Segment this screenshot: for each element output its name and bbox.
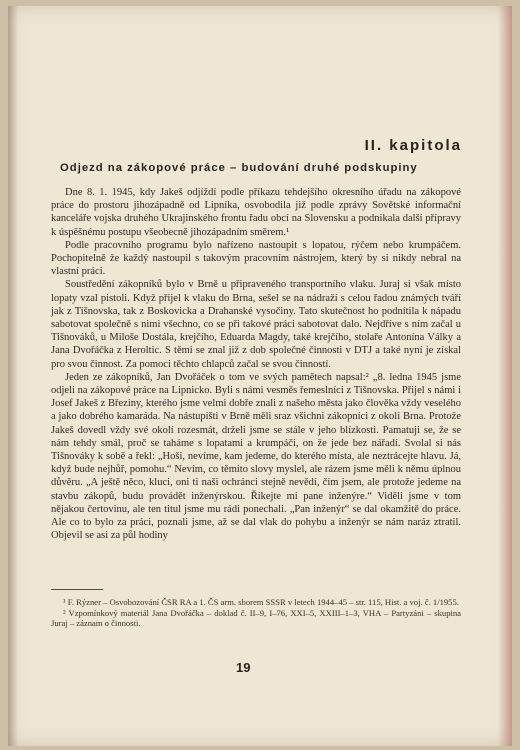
chapter-subtitle: Odjezd na zákopové práce – budování druhé podskupiny bbox=[60, 162, 418, 174]
paragraph: Podle pracovního programu bylo nařízeno nastoupit s lopatou, rýčem nebo krumpáčem. Pochopitelně že každý nastoupil s takovým pracovním nástrojem, který by si nikdy nebral na vlastní práci. bbox=[51, 239, 461, 278]
paragraph: Jeden ze zákopníků, Jan Dvořáček o tom ve svých pamětech napsal:² „8. ledna 1945 jsme odjeli na zákopové práce na Lipnicko. Byli s námi vesměs řemeslníci z Tišnovska. Přijel s námi i Josef Jakeš z Březiny, kterého jsme velmi dobře znali z našeho města jako člověka vždy veselého a jako dobrého kamaráda. Na nástupišti v Brně měli sraz všichni zákopníci z okolí Brna. Protože Jakeš dovedl vždy své okolí rozesmát, drželi jsme se stále v jeho blízkosti. Pamatuji se, že se nám tehdy smál, proč se taháme s lopatami a krumpáči, on že jede bez nářadí. Svolal si nás Tišnováky k sobě a řekl: „Hoši, nevíme, kam jedeme, do kterého místa, ale neztrácejte hlavu. Já, když bude nejhůř, pomohu.“ Nevím, co těmito slovy myslel, ale rázem jsme měli k němu úplnou důvěru. „A ještě něco, kluci, oni ti naši ochránci stejně nevědí, čím jsem, ale protože jedeme na stavbu zákopů, budu provádět inženýrskou. Říkejte mi pane inženýre.“ Viděli jsme v tom nějakou čertovinu, ale ten titul jsme mu rádi ponechali. „Pan inženýr“ se dal okamžitě do práce. Ale co to bylo za práci, poznali jsme, až se dal vlak do pohybu a inženýr se nám naráz ztratil. Objevil se asi za půl hodiny bbox=[51, 371, 461, 542]
paragraph: Soustředění zákopníků bylo v Brně u připraveného transportního vlaku. Juraj si však místo lopaty vzal pistoli. Když přijel k vlaku do Brna, sešel se na nádraží s celou řadou známých tváří jak z Tišnovska, tak z Boskovicka a Drahanské vysočiny. Tato skutečnost ho podnítila k nápadu sabotovat společně s nimi všechno, co se při takové práci sabotovat dalo. Nejdříve s ním začal u Tišnováků, u Miloše Dostála, krejčího, Eduarda Magdy, také krejčího, stolaře Antonína Války a Jana Dvořáčka z Heroltic. S těmi se znal již z dob společné činnosti v DTJ a také nyní je získal pro svou činnost. Za pomoci těchto chlapců začal se svou činností. bbox=[51, 279, 461, 370]
footnote-divider bbox=[51, 589, 103, 590]
footnote: ¹ F. Rýzner – Osvobozování ČSR RA a 1. ČS arm. sborem SSSR v letech 1944–45 – str. 115, Hist. a voj. č. 1/1955. bbox=[63, 597, 459, 607]
footnote: ² Vzpomínkový materiál Jana Dvořáčka – doklad č. II–9, I–76, XXI–5, XXIII–1–3, VHA – Partyzáni – skupina Juraj – záznam o činnosti. bbox=[51, 607, 461, 628]
paragraph: Dne 8. 1. 1945, kdy Jakeš odjíždí podle příkazu tehdejšího okresního úřadu na zákopové práce do prostoru jihozápadně od Lipníka, osvobodila již podle zprávy Sovětské informační kanceláře vojska druhého Ukrajinského frontu řadu obcí na Slovensku a podnikala další přípravy k úspěšnému postupu všeobecně jihozápadním směrem.¹ bbox=[51, 187, 461, 238]
footnotes bbox=[51, 597, 461, 629]
page-number: 19 bbox=[236, 660, 251, 675]
chapter-heading: II. kapitola bbox=[364, 137, 462, 154]
body-text bbox=[51, 186, 461, 542]
page-edge bbox=[498, 6, 512, 746]
page-spine-shadow bbox=[8, 6, 18, 746]
